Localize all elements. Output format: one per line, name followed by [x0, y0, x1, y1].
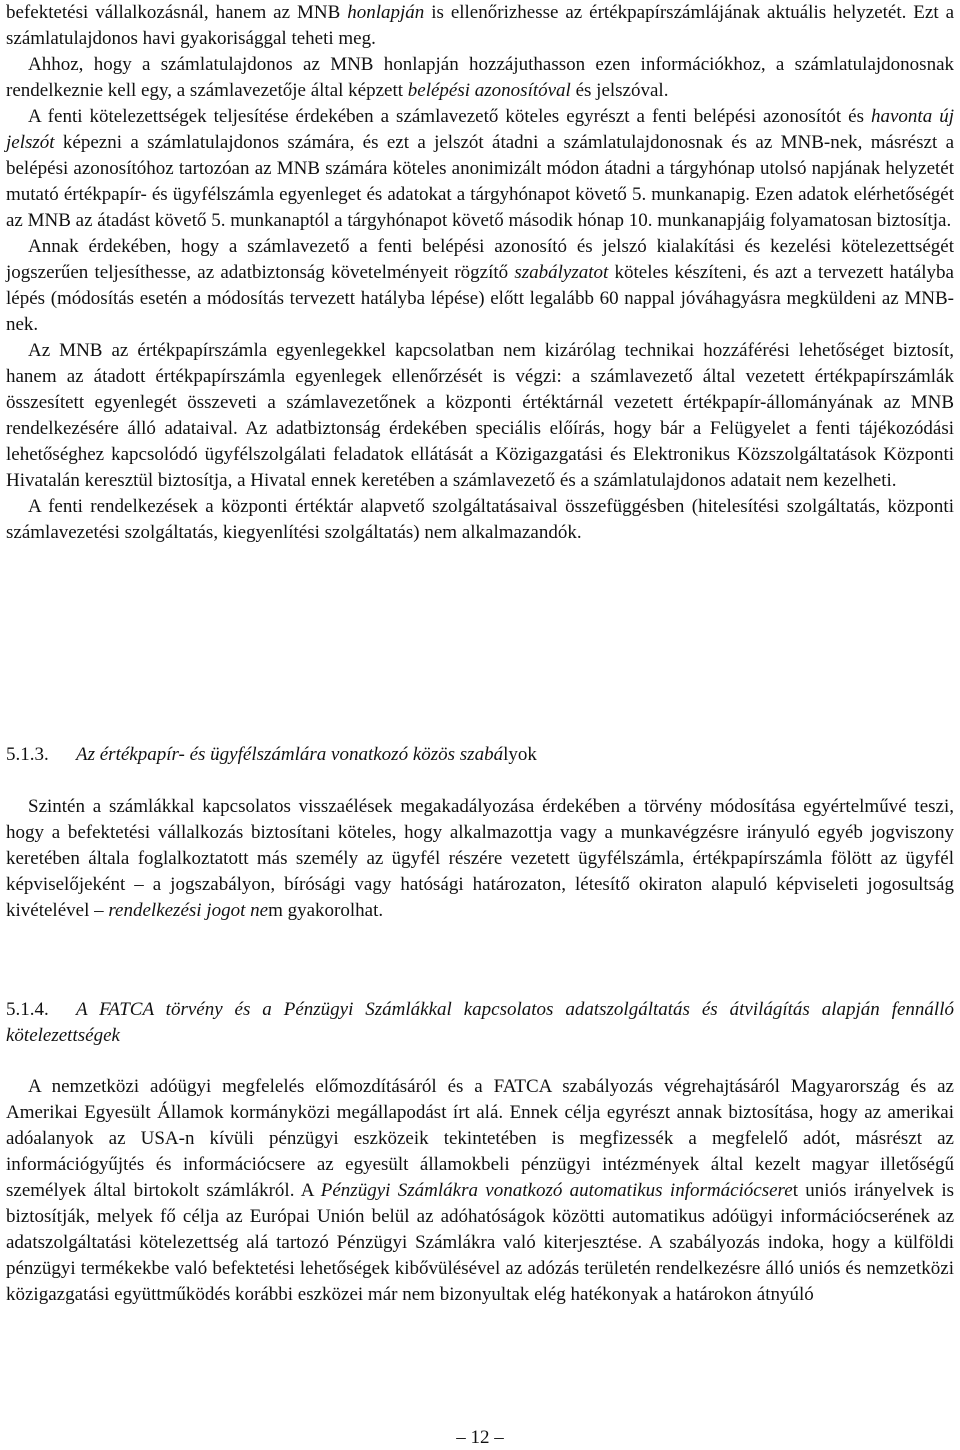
page-number: – 12 –: [456, 1427, 504, 1448]
text-run: köteles készíteni, és azt a tervezett hatályba lépés (módosítás esetén a módosítás tervezett hatályba lépése) előtt legalább 60 nappal jóváhagyásra megküldeni az MNB-nek.: [6, 262, 954, 335]
text-run-italic: belépési azonosítóval: [407, 80, 571, 101]
section-title-italic: Az értékpapír- és ügyfélszámlára vonatkozó közös szabá: [76, 744, 504, 765]
text-run: és jelszóval.: [570, 80, 669, 101]
section-title-italic: A FATCA törvény és a Pénzügyi Számlákkal kapcsolatos adatszolgáltatás és átvilágítás alapján fennálló kötelezettségek: [6, 999, 954, 1046]
section-heading: [6, 742, 954, 768]
section-5-1-3-body: [6, 794, 954, 924]
text-run: A nemzetközi adóügyi megfelelés előmozdításáról és a FATCA szabályozás végrehajtásáról Magyarország és az Amerikai Egyesült Államok kormányközi megállapodást írt alá. Ennek célja egyrészt annak biztosítása, hogy az amerikai adóalanyok az USA-n kívüli pénzügyi eszközeik tekintetében is megfizessék a megfelelő adót, másrészt az információgyűjtés és információcsere az egyesült államokbeli pénzügyi intézmények által kezelt magyar illetőségű személyek által birtokolt számlákról. A: [6, 1076, 954, 1201]
section-5-1-4-body: [6, 1074, 954, 1308]
text-run-italic: havonta új jelszót: [6, 106, 954, 153]
text-run: képezni a számlatulajdonos számára, és ezt a jelszót átadni a számlatulajdonosnak és az MNB-nek, másrészt a belépési azonosítóhoz tartozóan az MNB számára köteles anonimizált módon átadni a tárgyhónap utolsó napjának helyzetét mutató értékpapír- és ügyfélszámla egyenleget és adatokat a tárgyhónapot követő 5. munkanapig. Ezen adatok elérhetőségét az MNB az átadást követő 5. munkanaptól a tárgyhónapot követő második hónap 10. munkanapjáig folyamatosan biztosítja.: [6, 132, 954, 231]
text-run: is ellenőrizhesse az értékpapírszámlájának aktuális helyzetét. Ezt a számlatulajdonos havi gyakorisággal teheti meg.: [6, 2, 954, 49]
text-run-italic: rendelkezési jogot ne: [108, 900, 269, 921]
section-number: 5.1.3.: [6, 744, 49, 765]
section-continuation: [6, 0, 954, 546]
text-run: m gyakorolhat.: [268, 900, 384, 921]
paragraph: [6, 104, 954, 234]
section-title: lyok: [503, 744, 537, 765]
paragraph: [6, 0, 954, 52]
text-run: Ahhoz, hogy a számlatulajdonos az MNB honlapján hozzájuthasson ezen információkhoz, a számlatulajdonosnak rendelkeznie kell egy, a számlavezetője által képzett: [6, 54, 954, 101]
paragraph: [6, 234, 954, 338]
paragraph: [6, 52, 954, 104]
section-5-1-4: [6, 997, 954, 1049]
text-run: befektetési vállalkozásnál, hanem az MNB: [6, 2, 348, 23]
paragraph: [6, 1074, 954, 1308]
text-run: A fenti kötelezettségek teljesítése érdekében a számlavezető köteles egyrészt a fenti belépési azonosítót és: [28, 106, 871, 127]
section-5-1-3: [6, 742, 954, 768]
text-run-italic: Pénzügyi Számlákra vonatkozó automatikus információcsere: [320, 1180, 793, 1201]
text-run: Szintén a számlákkal kapcsolatos visszaélések megakadályozása érdekében a törvény módosítása egyértelművé teszi, hogy a befektetési vállalkozás biztosítani köteles, hogy alkalmazottja vagy a munkavégzésre irányuló egyéb jogviszony keretében általa foglalkoztatott más személy az ügyfél részére vezetett ügyfélszámla, értékpapírszámla fölött az ügyfél képviselőjeként – a jogszabályon, bírósági vagy hatósági határozaton, létesítő okiraton alapuló képviseleti jogosultság kivételével –: [6, 796, 954, 921]
section-heading: [6, 997, 954, 1049]
section-number: 5.1.4.: [6, 999, 49, 1020]
paragraph: A fenti rendelkezések a központi értéktár alapvető szolgáltatásaival összefüggésben (hitelesítési szolgáltatás, központi számlavezetési szolgáltatás, kiegyenlítési szolgáltatás) nem alkalmazandók.: [6, 496, 954, 543]
paragraph: [6, 794, 954, 924]
text-run: Annak érdekében, hogy a számlavezető a fenti belépési azonosító és jelszó kialakítási és kezelési kötelezettségét jogszerűen teljesíthesse, az adatbiztonság követelményeit rögzítő: [6, 236, 954, 283]
paragraph: Az MNB az értékpapírszámla egyenlegekkel kapcsolatban nem kizárólag technikai hozzáférési lehetőséget biztosít, hanem az átadott értékpapírszámla egyenlegek ellenőrzését is végzi: a számlavezető által vezetett értékpapírszámlák összesített egyenlegét összeveti a számlavezetőnek a központi értéktárnál vezetett értékpapír-állományának az MNB rendelkezésére álló adataival. Az adatbiztonság érdekében speciális előírás, hogy bár a Felügyelet a fenti tájékozódási lehetőséghez kapcsolódó ügyfélszolgálati feladatok ellátását a Közigazgatási és Elektronikus Közszolgáltatások Központi Hivatalán keresztül biztosítja, a Hivatal ennek keretében a számlavezető és a számlatulajdonos adatait nem kezelheti.: [6, 340, 954, 491]
text-run-italic: honlapján: [347, 2, 425, 23]
text-run-italic: szabályzatot: [514, 262, 609, 283]
text-run: t uniós irányelvek is biztosítják, melyek fő célja az Európai Unión belül az adóhatóságok közötti automatikus adóügyi információcserének az adatszolgáltatási kötelezettség alá tartozó Pénzügyi Számlákra való kiterjesztése. A szabályozás indoka, hogy a külföldi pénzügyi termékekbe való befektetési lehetőségek kibővülésével az adózás területén rendelkezésre álló uniós és nemzetközi közigazgatási együttműködés korábbi eszközei már nem bizonyultak elég hatékonyak a határokon átnyúló: [6, 1180, 955, 1305]
